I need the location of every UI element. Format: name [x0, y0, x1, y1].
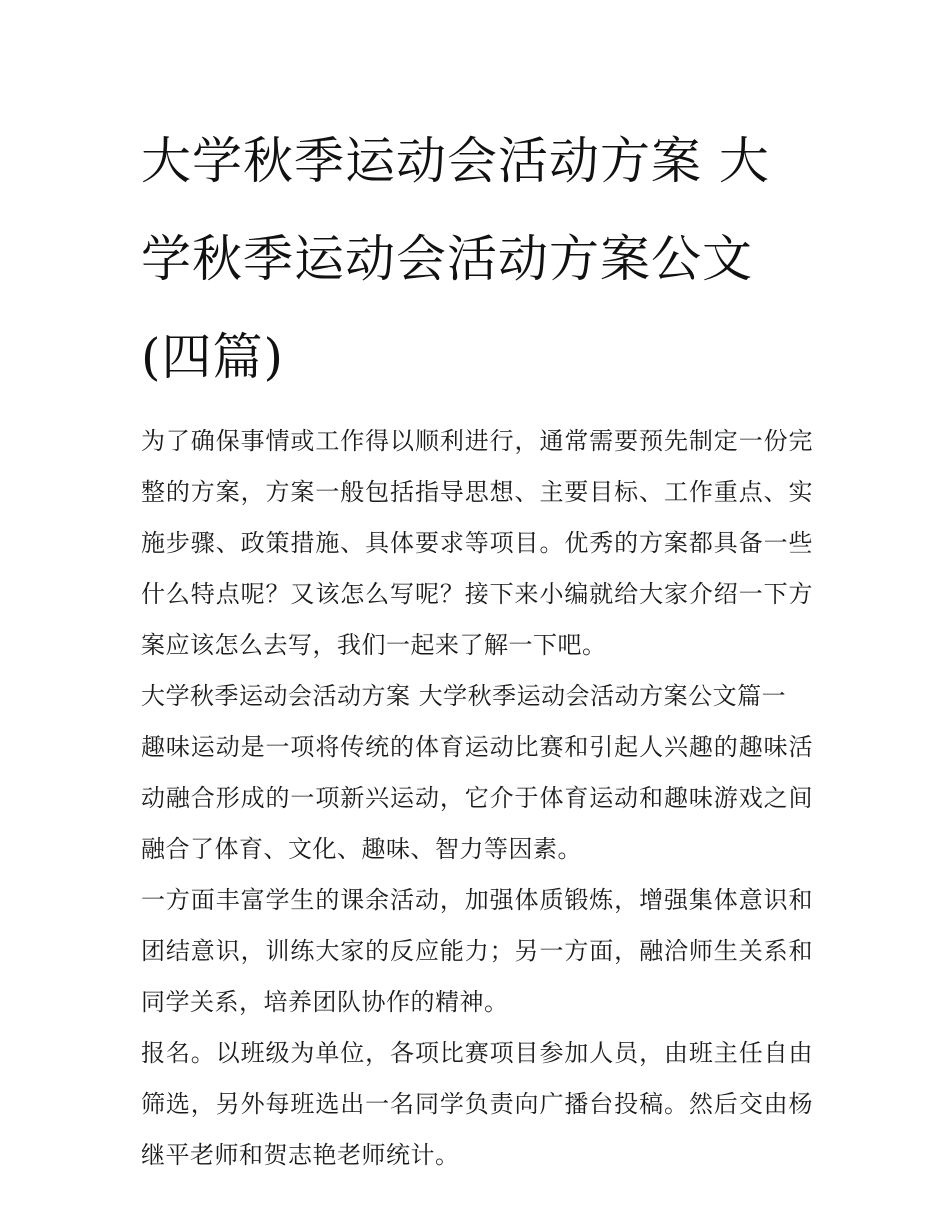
paragraph-intro: 为了确保事情或工作得以顺利进行，通常需要预先制定一份完整的方案，方案一般包括指导思想、主要目标、工作重点、实施步骤、政策措施、具体要求等项目。优秀的方案都具备一些什么特点呢？又该怎么写呢？接下来小编就给大家介绍一下方案应该怎么去写，我们一起来了解一下吧。 — [141, 427, 813, 659]
document-title: 大学秋季运动会活动方案 大学秋季运动会活动方案公文(四篇) — [141, 132, 770, 386]
paragraph-definition: 趣味运动是一项将传统的体育运动比赛和引起人兴趣的趣味活动融合形成的一项新兴运动，它介于体育运动和趣味游戏之间融合了体育、文化、趣味、智力等因素。 — [141, 733, 813, 863]
paragraph-section-heading: 大学秋季运动会活动方案 大学秋季运动会活动方案公文篇一 — [141, 682, 787, 710]
document-body — [141, 416, 813, 1181]
paragraph-purpose: 一方面丰富学生的课余活动，加强体质锻炼，增强集体意识和团结意识，训练大家的反应能力；另一方面，融洽师生关系和同学关系，培养团队协作的精神。 — [141, 886, 813, 1016]
paragraph-registration: 报名。以班级为单位，各项比赛项目参加人员，由班主任自由筛选，另外每班选出一名同学负责向广播台投稿。然后交由杨继平老师和贺志艳老师统计。 — [141, 1039, 813, 1169]
document-page — [141, 112, 813, 1181]
